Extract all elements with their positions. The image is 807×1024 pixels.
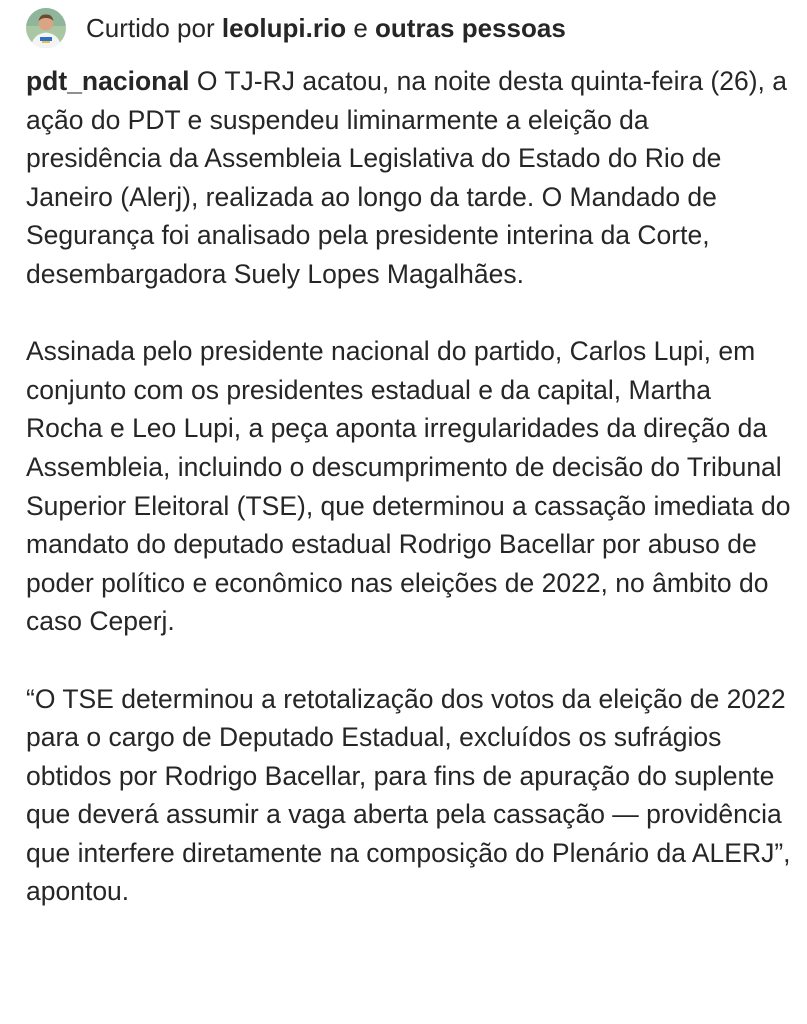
- caption-paragraph-1: [26, 62, 791, 294]
- liked-by-row: [26, 7, 566, 49]
- liked-by-others-link[interactable]: outras pessoas: [375, 12, 566, 43]
- caption-text-1: O TJ-RJ acatou, na noite desta quinta-feira (26), a ação do PDT e suspendeu liminarmente a eleição da presidência da Assembleia Legislativa do Estado do Rio de Janeiro (Alerj), realizada ao longo da tarde. O Mandado de Segurança foi analisado pela presidente interina da Corte, desembargadora Suely Lopes Magalhães.: [26, 66, 788, 289]
- username-link[interactable]: pdt_nacional: [26, 66, 190, 96]
- caption-paragraph-2: Assinada pelo presidente nacional do partido, Carlos Lupi, em conjunto com os presidentes estadual e da capital, Martha Rocha e Leo Lupi, a peça aponta irregularidades da direção da Assembleia, incluindo o descumprimento de decisão do Tribunal Superior Eleitoral (TSE), que determinou a cassação imediata do mandato do deputado estadual Rodrigo Bacellar por abuso de poder político e econômico nas eleições de 2022, no âmbito do caso Ceperj.: [26, 336, 791, 637]
- liked-by-connector: e: [353, 12, 368, 43]
- post-caption: [26, 62, 791, 911]
- avatar[interactable]: [26, 8, 66, 48]
- liked-by-user-link[interactable]: leolupi.rio: [221, 12, 347, 43]
- liked-by-prefix: Curtido por: [86, 12, 215, 43]
- caption-paragraph-3: “O TSE determinou a retotalização dos votos da eleição de 2022 para o cargo de Deputado Estadual, excluídos os sufrágios obtidos por Rodrigo Bacellar, para fins de apuração do suplente que deverá assumir a vaga aberta pela cassação — providência que interfere diretamente na composição do Plenário da ALERJ”, apontou.: [26, 683, 791, 907]
- liked-by-text: [86, 13, 566, 44]
